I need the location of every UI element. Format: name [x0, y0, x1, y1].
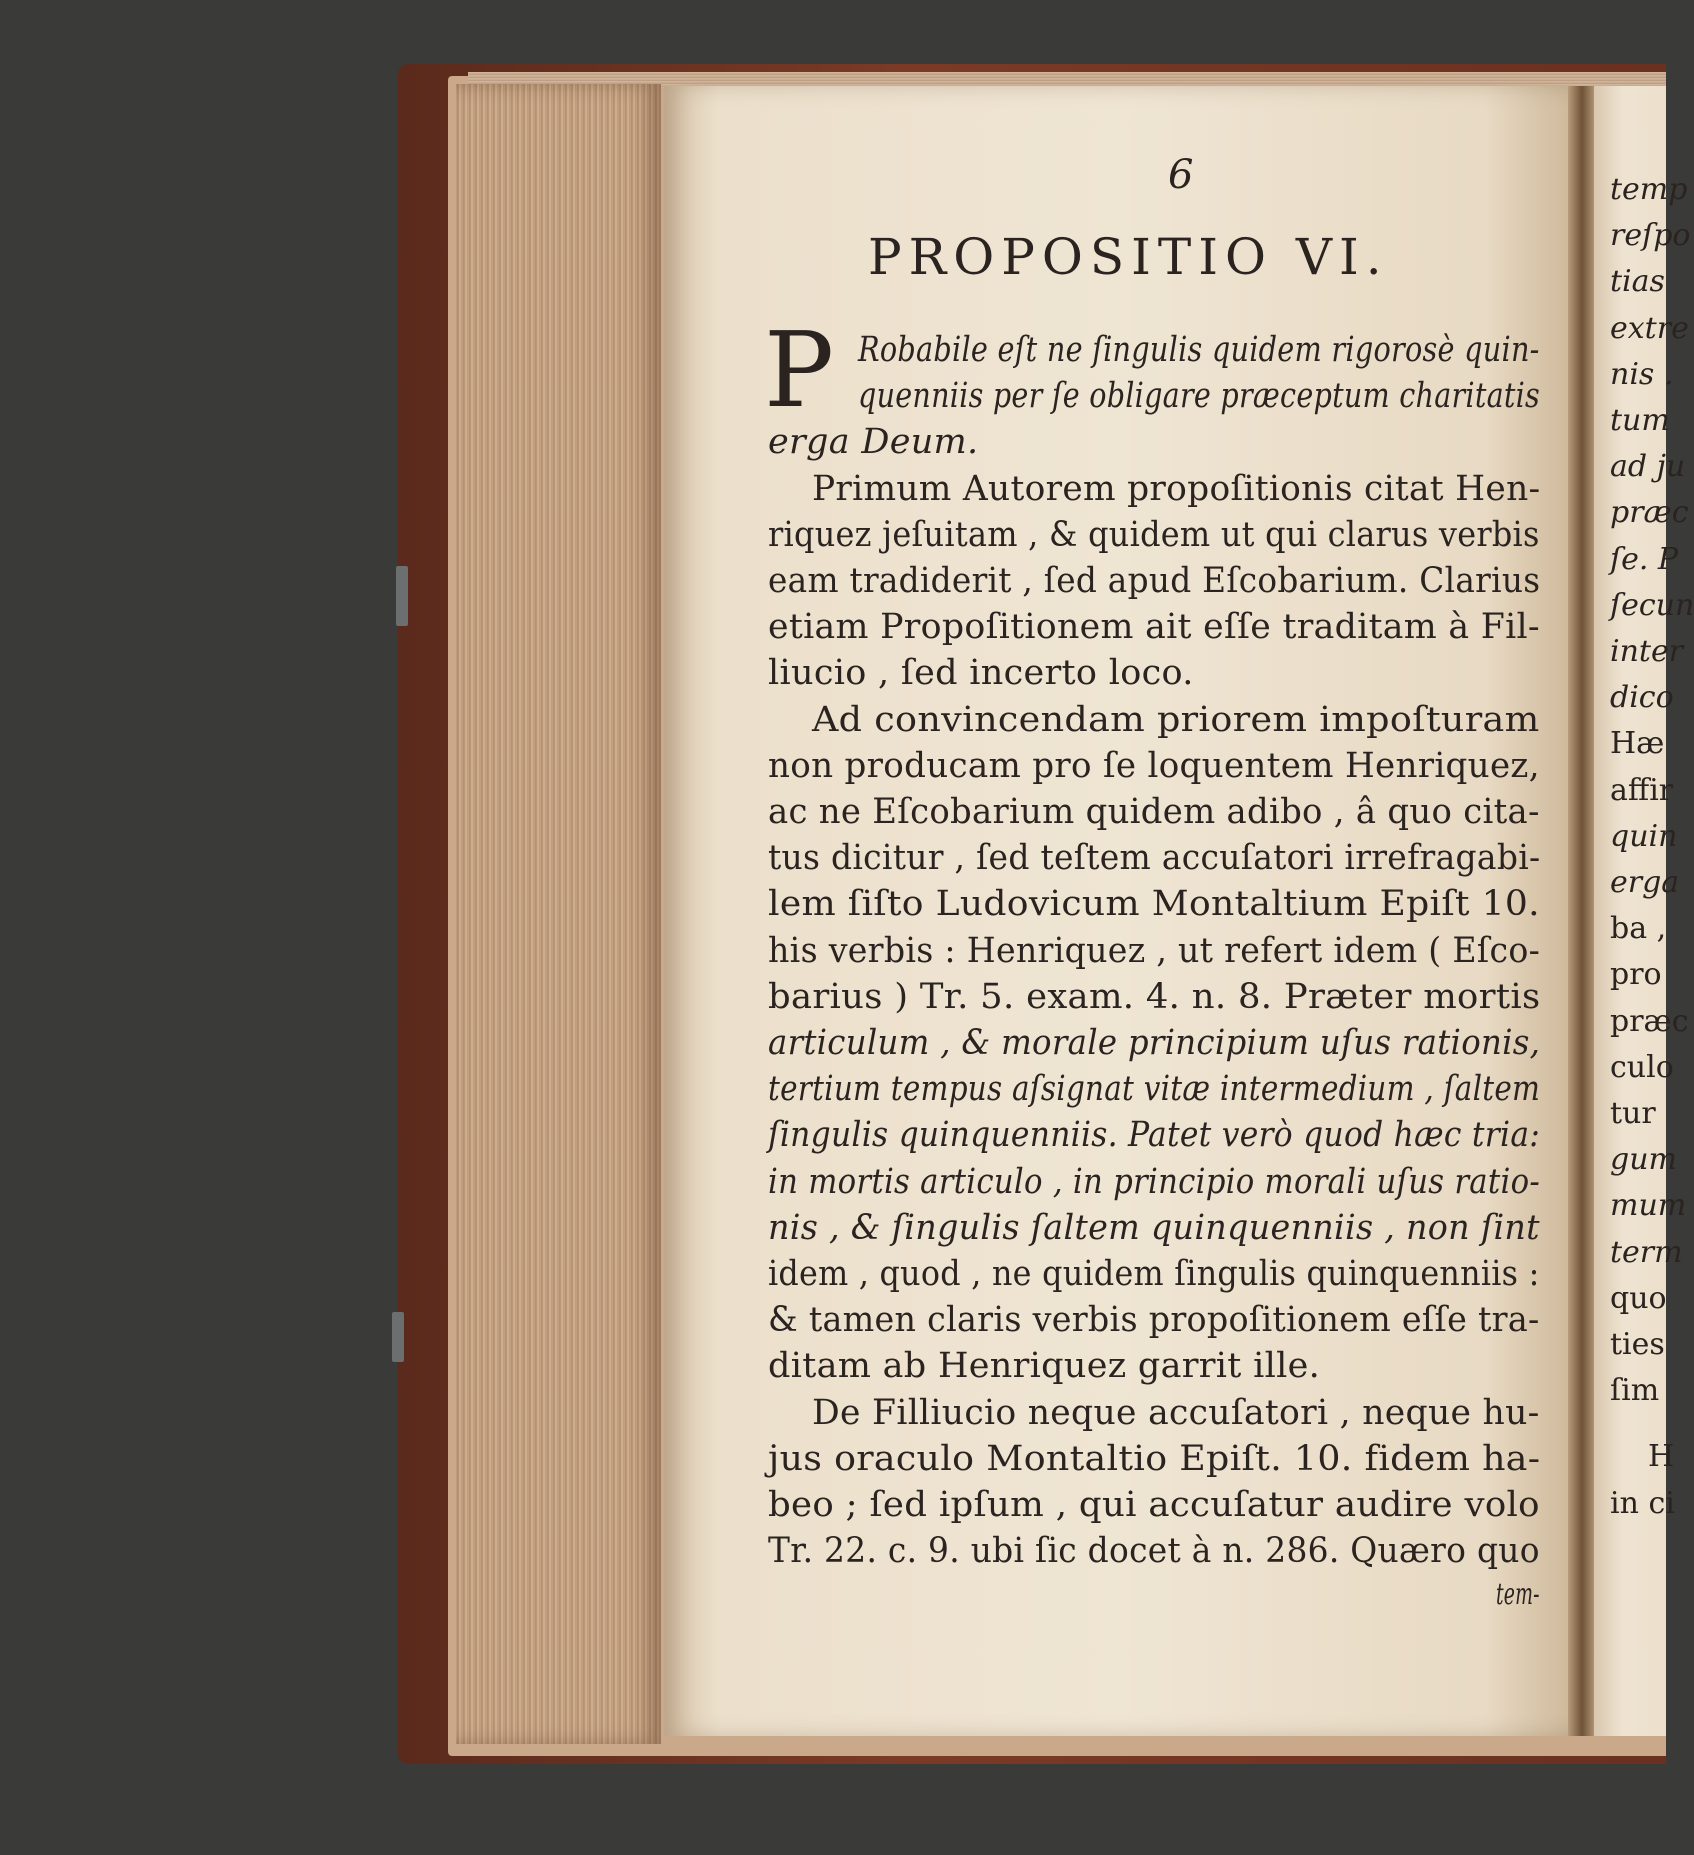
- text-line: Robabile eſt ne ſingulis quidem rigorosè quin-: [858, 330, 1540, 370]
- right-page-fragment: ad ju: [1610, 449, 1686, 485]
- right-page-fragment: ſe. P: [1610, 541, 1679, 577]
- text-line: jus oraculo Montaltio Epiſt. 10. fidem ha-: [768, 1438, 1541, 1479]
- clasp-top: [396, 566, 408, 626]
- right-page-fragment: temp: [1610, 172, 1688, 207]
- right-page-fragment: extre: [1610, 310, 1689, 346]
- right-page-fragment: tur: [1610, 1096, 1656, 1131]
- right-page-fragment: tum: [1610, 403, 1670, 438]
- right-page-fragment: H: [1648, 1439, 1675, 1475]
- right-page-fragment: quo: [1610, 1280, 1667, 1316]
- text-line: nis , & ſingulis ſaltem quinquenniis , non ſint: [768, 1207, 1540, 1248]
- right-page-fragment: term: [1610, 1234, 1683, 1270]
- text-line: non producam pro ſe loquentem Henriquez,: [768, 745, 1540, 786]
- text-line: ditam ab Henriquez garrit ille.: [768, 1346, 1321, 1387]
- text-line: idem , quod , ne quidem ſingulis quinquenniis :: [768, 1254, 1540, 1294]
- text-line: tem-: [1496, 1577, 1540, 1613]
- text-line: & tamen claris verbis propoſitionem eſſe tra-: [768, 1300, 1540, 1341]
- text-line: riquez jeſuitam , & quidem ut qui clarus verbis: [768, 514, 1540, 555]
- right-page-fragment: dico: [1610, 680, 1674, 716]
- right-page-fragment: in ci: [1610, 1485, 1675, 1521]
- right-page-fragment: gum: [1610, 1142, 1677, 1178]
- right-page-fragment: reſpo: [1610, 218, 1691, 254]
- text-line: ſingulis quinquenniis. Patet verò quod hæc tria:: [768, 1115, 1541, 1156]
- text-line: lem ſiſto Ludovicum Montaltium Epiſt 10.: [768, 884, 1540, 925]
- right-page-fragment: inter: [1610, 634, 1684, 669]
- right-page-fragment: ba ,: [1610, 911, 1667, 947]
- text-line: erga Deum.: [768, 422, 979, 463]
- text-line: Tr. 22. c. 9. ubi ſic docet à n. 286. Quæro quo: [768, 1531, 1540, 1572]
- right-page-fragment: nis .: [1610, 356, 1674, 392]
- right-page-fragment: culo: [1610, 1049, 1674, 1085]
- drop-cap: P: [764, 309, 834, 431]
- right-page-fragment: Hæ: [1610, 726, 1665, 762]
- text-line: De Filliucio neque accuſatori , neque hu-: [812, 1392, 1540, 1433]
- right-page-fragment: ſim: [1610, 1373, 1660, 1409]
- page-edges: [456, 84, 661, 1744]
- right-page-fragment: præc: [1610, 495, 1689, 531]
- page-number: 6: [1168, 152, 1194, 198]
- text-line: tus dicitur , ſed teſtem accuſatori irrefragabi-: [768, 838, 1541, 879]
- gutter: [1568, 86, 1596, 1736]
- right-page-fragment: mum: [1610, 1188, 1687, 1224]
- right-page-fragment: ſecun: [1610, 587, 1694, 623]
- right-page-fragment: præc: [1610, 1003, 1689, 1039]
- text-line: ac ne Eſcobarium quidem adibo , â quo cita-: [768, 792, 1540, 832]
- text-line: articulum , & morale principium uſus rationis,: [768, 1023, 1541, 1063]
- text-line: in mortis articulo , in principio morali uſus ratio-: [768, 1161, 1541, 1202]
- text-line: Ad convincendam priorem impoſturam: [812, 699, 1540, 740]
- right-page-fragment: pro: [1610, 957, 1662, 993]
- text-line: eam tradiderit , ſed apud Eſcobarium. Clarius: [768, 561, 1541, 601]
- right-page-fragment: ties: [1610, 1327, 1665, 1362]
- right-page-fragment: erga: [1610, 865, 1680, 900]
- right-page-fragment: affir: [1610, 772, 1674, 808]
- text-line: beo ; ſed ipſum , qui accuſatur audire volo: [768, 1485, 1540, 1525]
- clasp-bottom: [392, 1312, 404, 1362]
- text-line: etiam Propoſitionem ait eſſe traditam à Fil-: [768, 607, 1540, 648]
- right-page-fragment: quin: [1610, 818, 1678, 854]
- right-page-fragment: tias: [1610, 264, 1665, 300]
- text-line: liucio , ſed incerto loco.: [768, 653, 1194, 694]
- text-line: quenniis per ſe obligare præceptum charitatis: [858, 376, 1540, 417]
- text-line: tertium tempus aſsignat vitæ intermedium , ſaltem: [768, 1069, 1541, 1110]
- text-line: Primum Autorem propoſitionis citat Hen-: [812, 468, 1541, 509]
- text-line: his verbis : Henriquez , ut refert idem ( Eſco-: [768, 930, 1541, 971]
- text-line: barius ) Tr. 5. exam. 4. n. 8. Præter mortis: [768, 976, 1541, 1017]
- proposition-heading: PROPOSITIO VI.: [868, 228, 1389, 286]
